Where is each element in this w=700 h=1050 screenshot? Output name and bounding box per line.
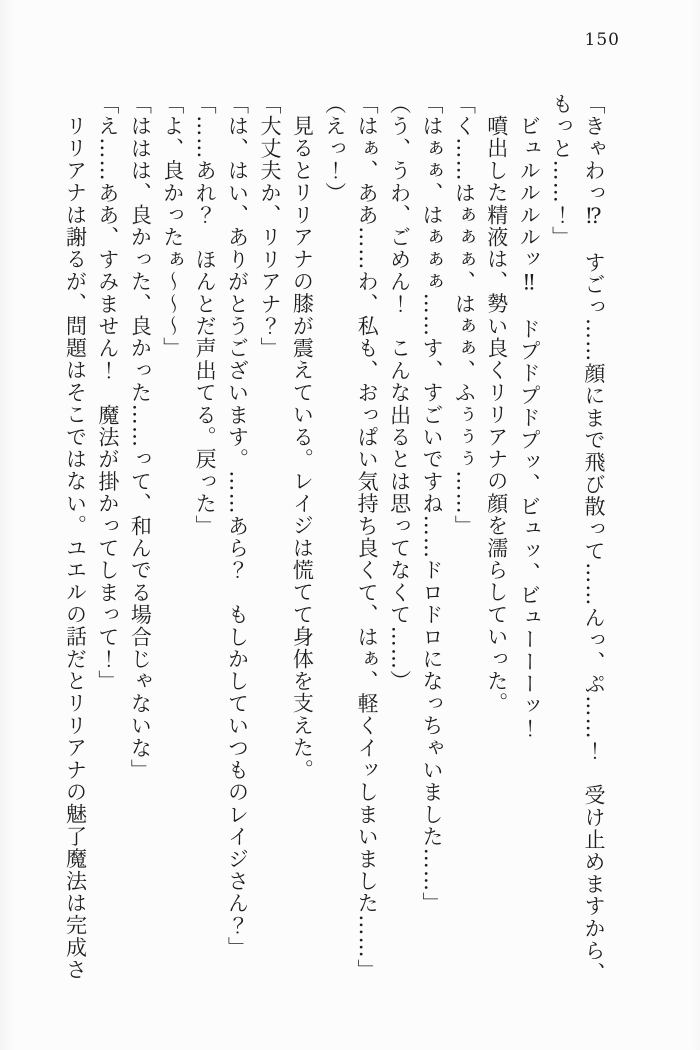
page-number: 150 [584,30,620,50]
text-line: 「ははは、良かった、良かった……って、和んでる場合じゃないな」 [128,93,153,782]
text-line: ビュルルルルッ‼ ドプドプドプッ、ビュッ、ビューーーッ！ [517,115,542,740]
text-columns [59,93,610,1005]
text-line: 「大丈夫か、リリアナ？」 [257,93,282,360]
text-line: 噴出した精液は、勢い良くリリアナの顔を濡らしていった。 [484,115,509,715]
text-line: 「はぁ、ああ……わ、私も、おっぱい気持ち良くて、はぁ、軽くイッしまいました……」 [355,93,380,981]
text-line: 「……あれ？ ほんとだ声出てる。戻った」 [193,93,218,537]
text-line: 「きゃわっ⁉ すごっ……顔にまで飛び散って……んっ、ぷ……！ 受け止めますから、 [582,93,606,984]
text-line: 「よ、良かったぁ～～～」 [160,93,185,360]
text-line: 「く……はぁぁぁ、はぁぁ、ふぅぅぅ……」 [452,93,477,537]
text-line: （えっ！） [322,93,347,204]
text-line: もっと……！」 [549,93,574,249]
text-line: 「はぁぁ、はぁぁぁ……す、すごいですね……ドロドロになっちゃいました……」 [419,93,444,915]
text-line: リリアナは謝るが、問題はそこではない。ユエルの話だとリリアナの魅了魔法は完成さ [63,115,88,981]
text-line: 「え……ああ、すみません！ 魔法が掛かってしまって！」 [95,93,120,693]
text-line: 「は、はい、ありがとうございます。……あら？ もしかしていつものレイジさん？」 [225,93,250,959]
text-line: 見るとリリアナの膝が震えている。レイジは慌てて身体を支えた。 [290,115,315,781]
text-line: （う、うわ、ごめん！ こんな出るとは思ってなくて……） [387,93,412,693]
